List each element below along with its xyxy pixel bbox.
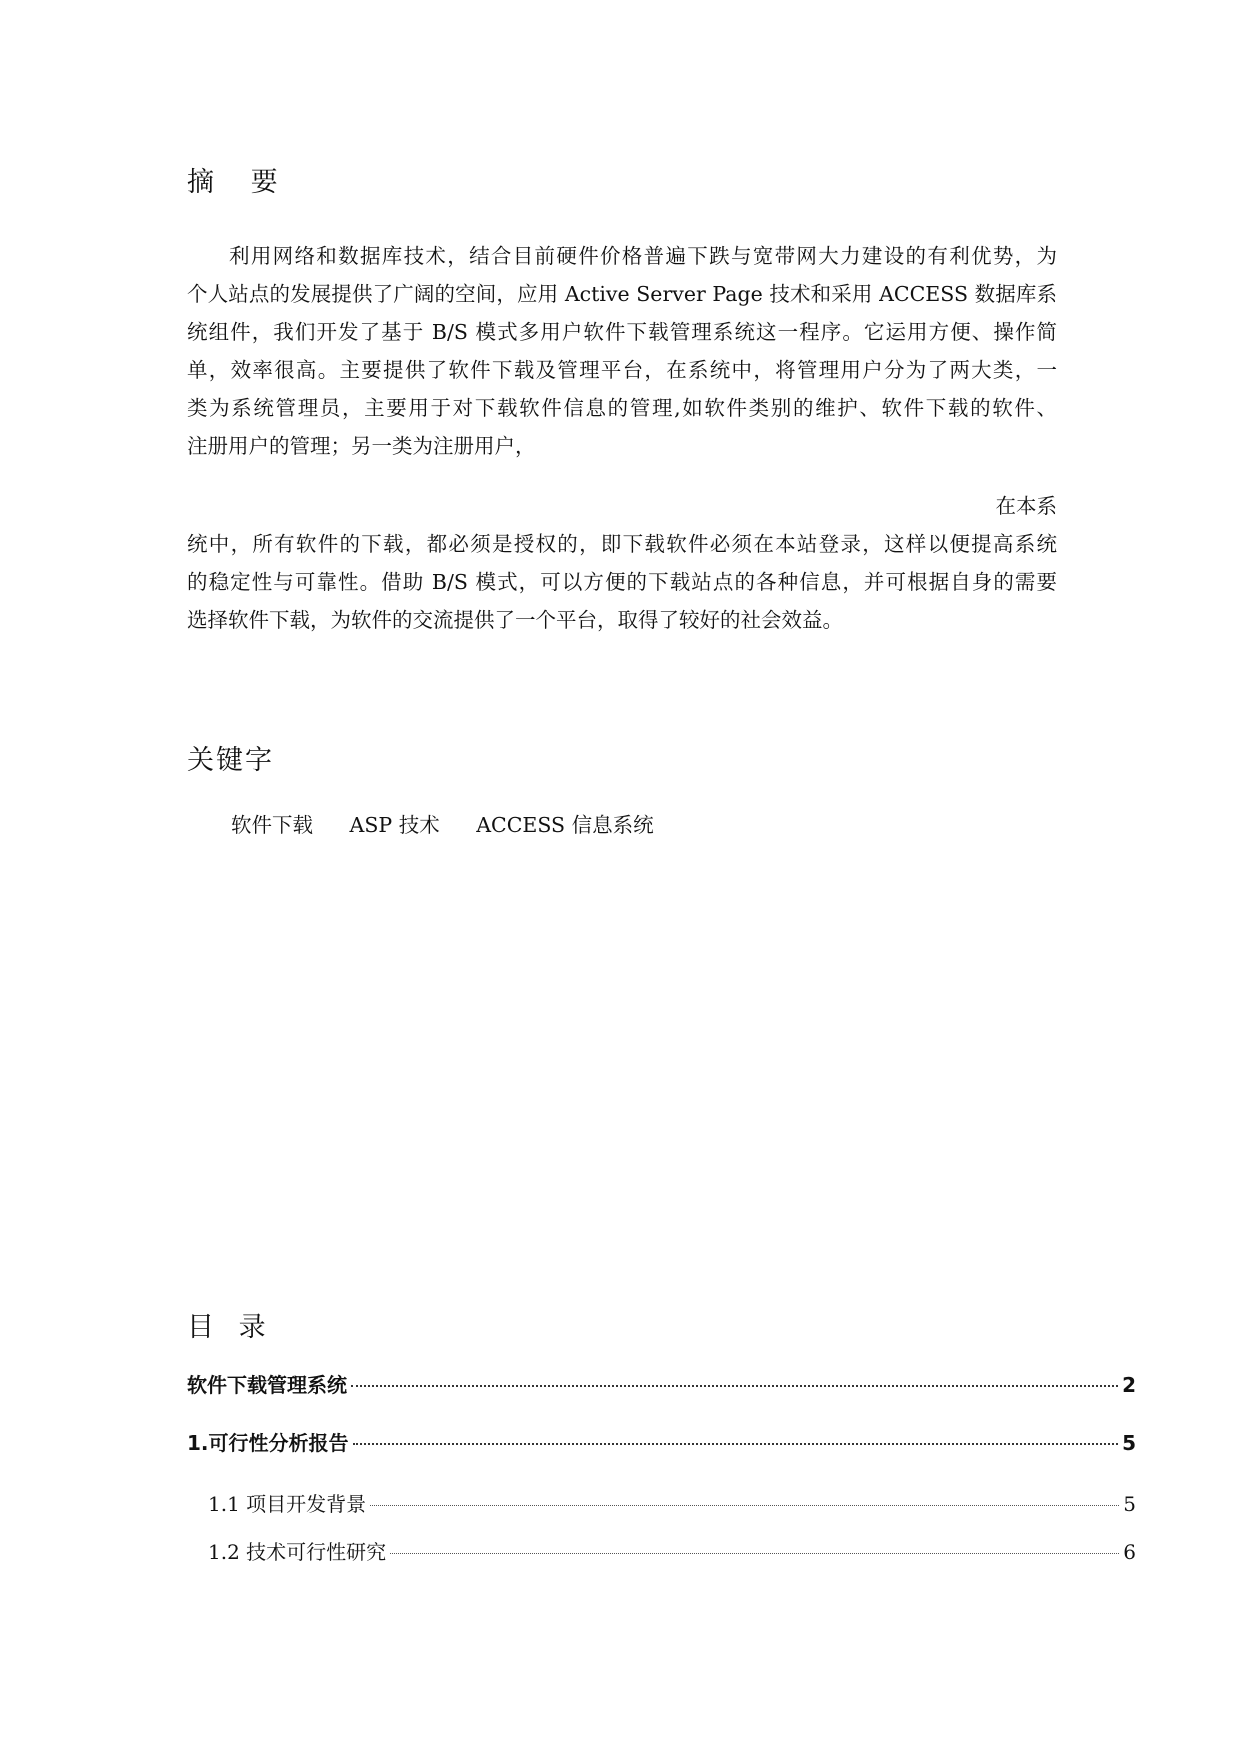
toc-leader-dots [353, 1443, 1119, 1445]
abstract-line: 统中，所有软件的下载，都必须是授权的，即下载软件必须在本站登录，这样以便提高系统 [187, 532, 1057, 556]
toc-subentry[interactable] [208, 1488, 1136, 1517]
abstract-line: 类为系统管理员，主要用于对下载软件信息的管理,如软件类别的维护、软件下载的软件、 [187, 396, 1057, 420]
abstract-line: 统组件，我们开发了基于 B/S 模式多用户软件下载管理系统这一程序。它运用方便、操作简 [187, 320, 1057, 344]
toc-entry-title: 1.可行性分析报告 [187, 1431, 349, 1455]
toc-heading: 目 录 [187, 1312, 274, 1343]
keyword: ASP 技术 [349, 813, 440, 837]
toc-entry-page: 6 [1123, 1540, 1136, 1564]
keywords-list [231, 808, 684, 838]
toc-leader-dots [390, 1553, 1119, 1554]
toc-subentry[interactable] [208, 1536, 1136, 1565]
keyword: ACCESS 信息系统 [476, 813, 654, 837]
toc-entry-title: 1.2 技术可行性研究 [208, 1540, 387, 1564]
abstract-right-fragment: 在本系 [995, 494, 1057, 518]
toc-leader-dots [351, 1385, 1118, 1387]
toc-entry-page: 5 [1122, 1431, 1136, 1455]
abstract-paragraph [187, 237, 1057, 465]
abstract-paragraph-continued [187, 525, 1057, 639]
abstract-line: 的稳定性与可靠性。借助 B/S 模式，可以方便的下载站点的各种信息，并可根据自身的需要 [187, 570, 1057, 594]
keywords-heading: 关键字 [187, 745, 274, 776]
keyword: 软件下载 [231, 813, 313, 837]
abstract-heading: 摘 要 [187, 167, 292, 198]
abstract-line: 选择软件下载，为软件的交流提供了一个平台，取得了较好的社会效益。 [187, 608, 843, 632]
abstract-line: 个人站点的发展提供了广阔的空间，应用 Active Server Page 技术和采用 ACCESS 数据库系 [187, 282, 1057, 306]
abstract-line: 单，效率很高。主要提供了软件下载及管理平台，在系统中，将管理用户分为了两大类，一 [187, 358, 1057, 382]
toc-entry[interactable] [187, 1427, 1136, 1456]
toc-entry-page: 5 [1123, 1492, 1136, 1516]
abstract-line: 注册用户的管理；另一类为注册用户， [187, 434, 536, 458]
toc-entry-title: 软件下载管理系统 [187, 1373, 347, 1397]
toc-entry-page: 2 [1122, 1373, 1136, 1397]
toc-leader-dots [370, 1505, 1119, 1506]
toc-entry[interactable] [187, 1369, 1136, 1398]
abstract-line: 利用网络和数据库技术，结合目前硬件价格普遍下跌与宽带网大力建设的有利优势，为 [229, 244, 1057, 268]
toc-entry-title: 1.1 项目开发背景 [208, 1492, 367, 1516]
